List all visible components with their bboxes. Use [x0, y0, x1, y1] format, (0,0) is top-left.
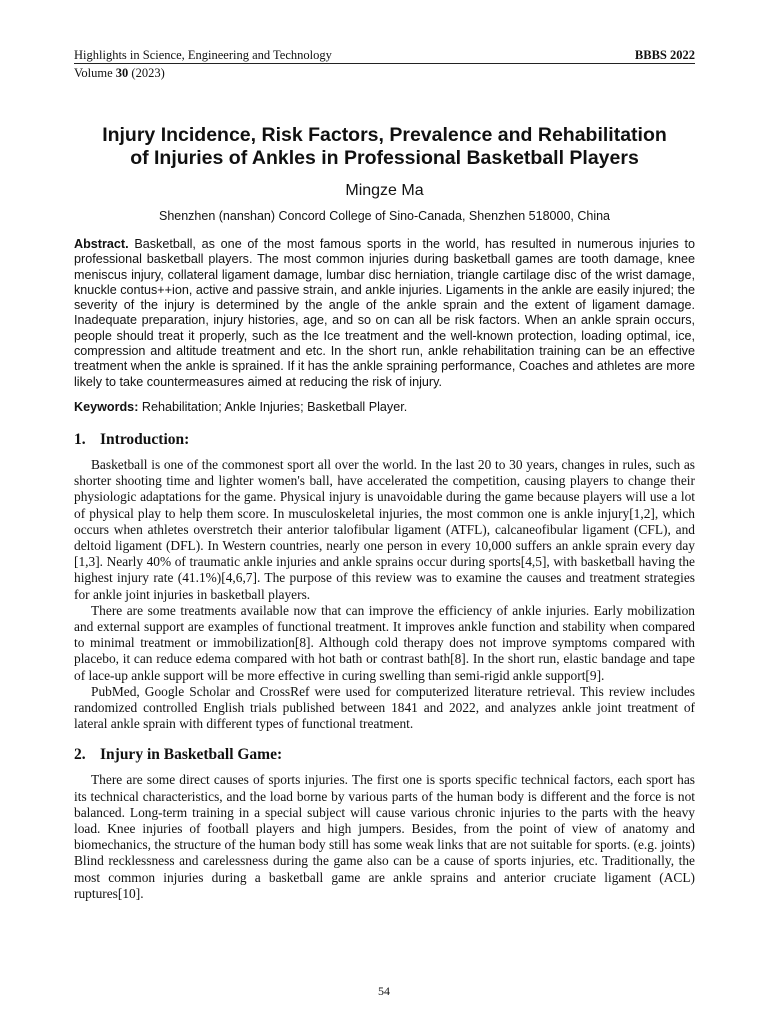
paragraph: Basketball is one of the commonest sport all over the world. In the last 20 to 30 years, changes in rules, such as shorter shooting time and lighter women's ball, have accelerated the competition, causing players to change their physiologic adaptations for the game. Physical injury is unavoidable during the game because players will use a lot of physical play to help them score. In musculoskeletal injuries, the most common one is ankle injury[1,2], which occurs when athletes overstretch their anterior talofibular ligament (ATFL), calcaneofibular ligament (CFL), and deltoid ligament (DFL). In Western countries, nearly one person in every 10,000 suffers an ankle sprain every day [1,3]. Nearly 40% of traumatic ankle injuries and ankle sprains occur during sports[4,5], with basketball having the highest injury rate (41.1%)[4,6,7]. The purpose of this review was to examine the causes and treatment strategies for ankle joint injuries in basketball players. — [74, 456, 695, 602]
keywords — [74, 400, 695, 415]
section-body — [74, 457, 695, 732]
section-heading — [74, 746, 695, 764]
running-head — [74, 48, 695, 80]
abstract — [74, 237, 695, 390]
paper-title — [74, 124, 695, 170]
volume-year: (2023) — [128, 66, 165, 80]
section-title: Introduction: — [100, 430, 190, 448]
keywords-text: Rehabilitation; Ankle Injuries; Basketball Player. — [138, 399, 408, 414]
author-affiliation: Shenzhen (nanshan) Concord College of Sino-Canada, Shenzhen 518000, China — [158, 209, 610, 223]
section-heading — [74, 431, 695, 449]
paragraph: PubMed, Google Scholar and CrossRef were used for computerized literature retrieval. This review includes randomized controlled English trials published between 1841 and 2022, and analyzes ankle joint treatment of lateral ankle sprain with different types of functional treatment. — [74, 683, 695, 732]
paragraph: There are some direct causes of sports injuries. The first one is sports specific technical factors, each sport has its technical characteristics, and the load borne by various parts of the human body is different and the force is not balanced. Long-term training in a special subject will cause various chronic injuries to the parts with the heavy load. Knee injuries of football players and high jumpers. Besides, from the point of view of anatomy and biomechanics, the structure of the human body still has some weak links that are not suitable for sports. (e.g. joints) Blind recklessness and carelessness during the game also can be a cause of sports injuries, etc. Traditionally, the most common injuries during a basketball game are ankle sprains and anterior cruciate ligament (ACL) ruptures[10]. — [74, 772, 695, 901]
title-line-1: Injury Incidence, Risk Factors, Prevalence and Rehabilitation — [102, 124, 667, 146]
section-introduction — [74, 431, 695, 732]
running-head-row — [74, 48, 695, 64]
section-number: 1. — [74, 430, 86, 448]
section-number: 2. — [74, 746, 86, 764]
page-number: 54 — [378, 984, 390, 998]
title-line-2: of Injuries of Ankles in Professional Basketball Players — [130, 147, 639, 169]
journal-name: Highlights in Science, Engineering and Technology — [74, 48, 332, 62]
paragraph: There are some treatments available now that can improve the efficiency of ankle injuries. Early mobilization and external support are examples of functional treatment. It improves ankle function and stability when compared to minimal treatment or immobilization[8]. Although cold therapy does not improve symptoms compared with placebo, it can reduce edema compared with hot bath or contrast bath[8]. In the short run, elastic bandage and tape of lace-up ankle support will be more effective in curing swelling than semi-rigid ankle support[9]. — [74, 602, 695, 683]
volume-prefix: Volume — [74, 66, 116, 80]
section-body — [74, 772, 695, 902]
conference-name: BBBS 2022 — [634, 48, 695, 62]
volume-number: 30 — [115, 66, 129, 80]
abstract-label: Abstract. — [74, 237, 129, 251]
volume-info — [74, 66, 695, 80]
article-page — [74, 48, 695, 902]
author-name: Mingze Ma — [345, 182, 424, 199]
section-title: Injury in Basketball Game: — [100, 746, 283, 764]
keywords-label: Keywords: — [74, 399, 139, 414]
section-injury-in-basketball — [74, 746, 695, 902]
abstract-text: Basketball, as one of the most famous sports in the world, has resulted in numerous injuries to professional basketball players. The most common injuries during basketball games are tooth damage, knee meniscus injury, collateral ligament damage, lumbar disc herniation, triangle cartilage disc of the wrist damage, knuckle contus++ion, active and passive strain, and ankle injuries. Ligaments in the ankle are easily injured; the severity of the injury is determined by the angle of the ankle sprain and the extent of ligament damage. Inadequate preparation, injury histories, age, and so on can all be risk factors. When an ankle sprain occurs, people should treat it properly, such as the Ice treatment and the well-known protection, loading optimal, ice, compression and altitude treatment and etc. In the short run, ankle rehabilitation training can be an effective treatment when the ankle is sprained. If it has the ankle spraining performance, Coaches and athletes are more likely to take countermeasures aimed at reducing the risk of injury. — [74, 237, 695, 389]
